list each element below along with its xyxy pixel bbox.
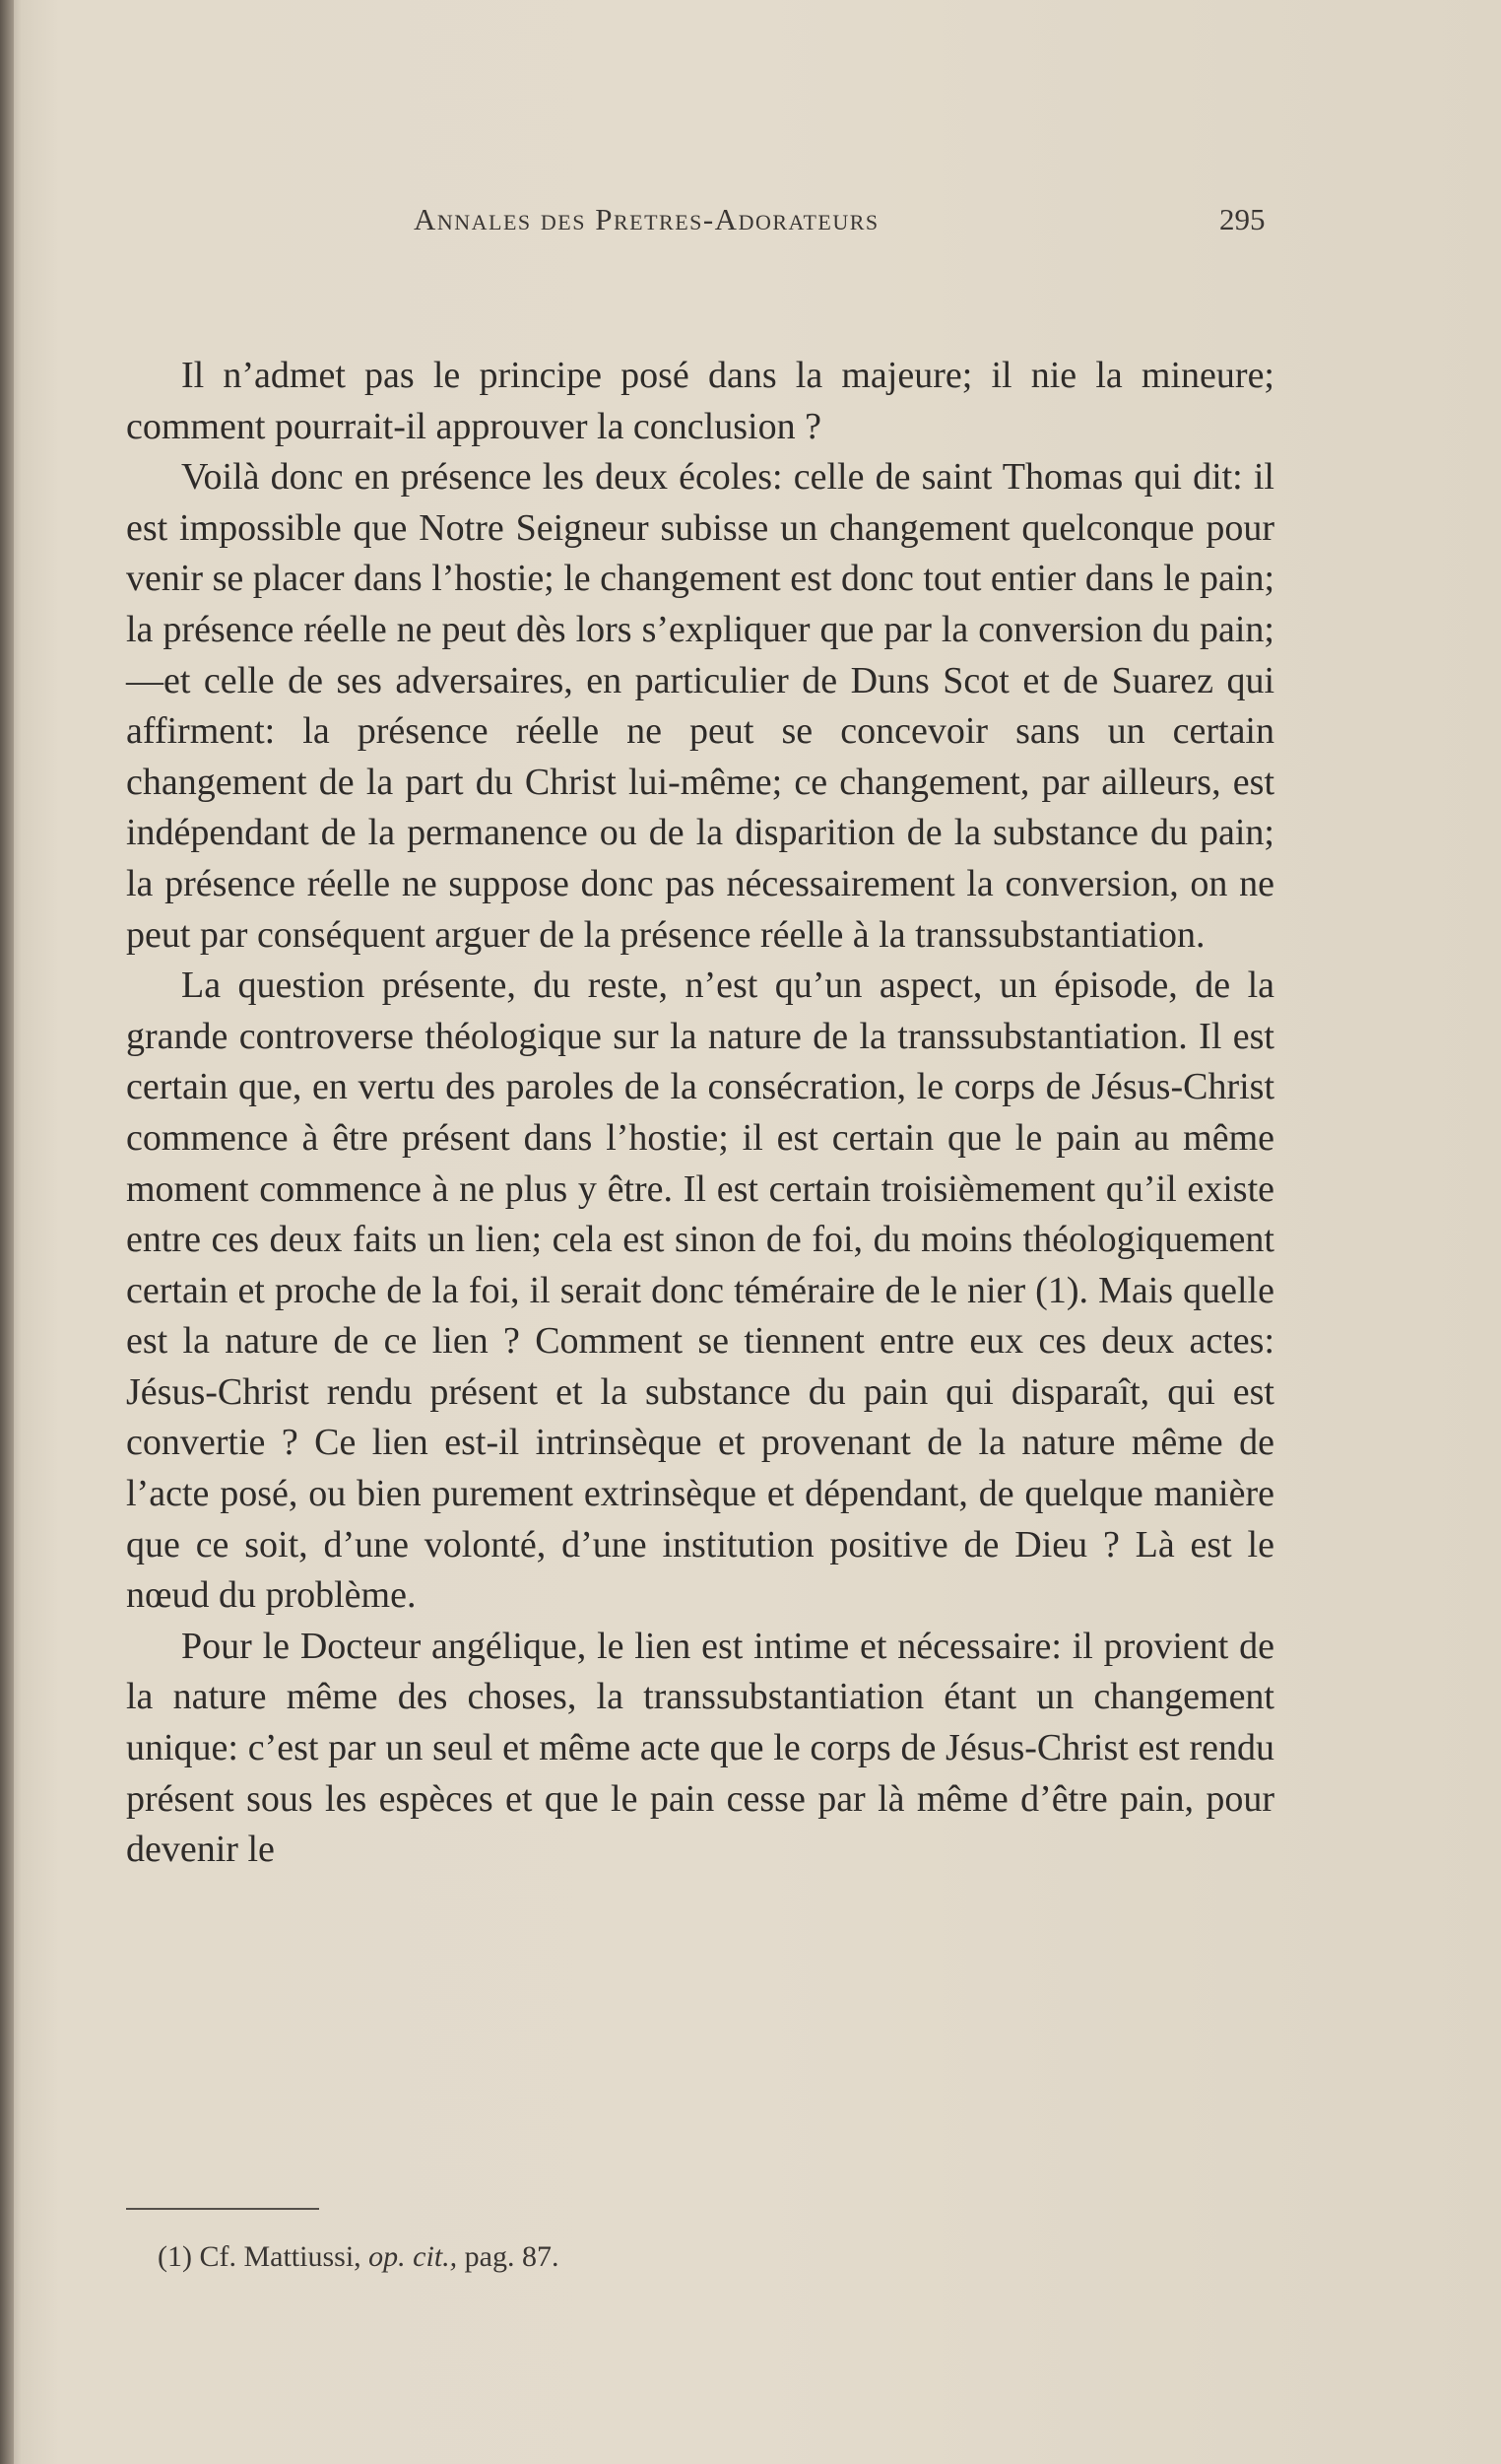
body-text	[126, 351, 1274, 1876]
footnote-work: op. cit.,	[368, 2240, 458, 2273]
footnote-locator: pag. 87.	[464, 2240, 559, 2273]
footnote-divider	[126, 2208, 319, 2210]
footnote	[158, 2240, 559, 2274]
paragraph: Il n’admet pas le principe posé dans la majeure; il nie la mineure; comment pourrait-il approuver la conclusion ?	[126, 355, 1274, 447]
book-spine-shadow	[0, 0, 14, 2464]
paragraph: Voilà donc en présence les deux écoles: celle de saint Thomas qui dit: il est impossible que Notre Seigneur subisse un changement quelconque pour venir se placer dans l’hostie; le changement est donc tout entier dans le pain; la présence réelle ne peut dès lors s’expliquer que par la conversion du pain; —et celle de ses adversaires, en particulier de Duns Scot et de Suarez qui affirment: la présence réelle ne peut se concevoir sans un certain changement de la part du Christ lui-même; ce changement, par ailleurs, est indépendant de la permanence ou de la disparition de la substance du pain; la présence réelle ne suppose donc pas nécessairement la conversion, on ne peut par conséquent arguer de la présence réelle à la transsubstantiation.	[126, 456, 1274, 956]
paragraph: Pour le Docteur angélique, le lien est intime et nécessaire: il provient de la nature même des choses, la transsubstantiation étant un changement unique: c’est par un seul et même acte que le corps de Jésus-Christ est rendu présent sous les espèces et que le pain cesse par là même d’être pain, pour devenir le	[126, 1625, 1274, 1871]
footnote-prefix: Cf. Mattiussi,	[199, 2240, 361, 2273]
running-title: Annales des Pretres-Adorateurs	[414, 202, 880, 236]
paragraph: La question présente, du reste, n’est qu’un aspect, un épisode, de la grande controverse théologique sur la nature de la transsubstantiation. Il est certain que, en vertu des paroles de la consécration, le corps de Jésus-Christ commence à être présent dans l’hostie; il est certain que le pain au même moment commence à ne plus y être. Il est certain troisièmement qu’il existe entre ces deux faits un lien; cela est sinon de foi, du moins théologiquement certain et proche de la foi, il serait donc téméraire de le nier (1). Mais quelle est la nature de ce lien ? Comment se tiennent entre eux ces deux actes: Jésus-Christ rendu présent et la substance du pain qui disparaît, qui est convertie ? Ce lien est-il intrinsèque et provenant de la nature même de l’acte posé, ou bien purement extrinsèque et dépendant, de quelque manière que ce soit, d’une volonté, d’une institution positive de Dieu ? Là est le nœud du problème.	[126, 965, 1274, 1617]
page-number: 295	[1219, 202, 1266, 236]
footnote-marker: (1)	[158, 2240, 192, 2273]
